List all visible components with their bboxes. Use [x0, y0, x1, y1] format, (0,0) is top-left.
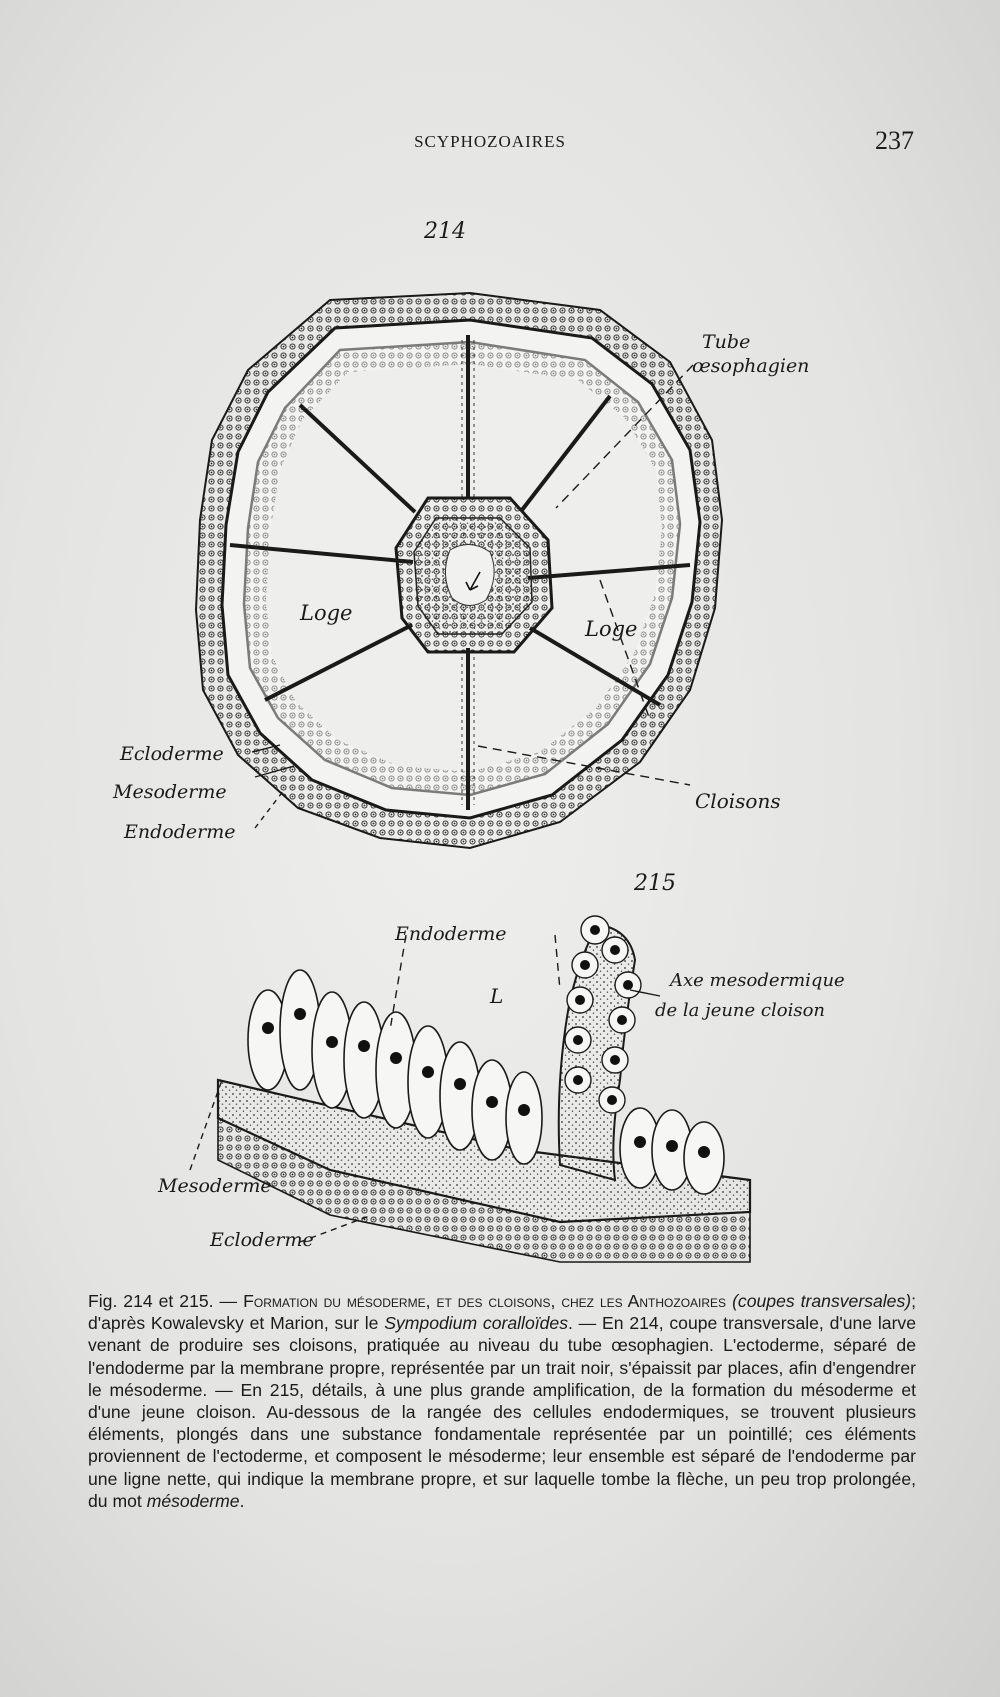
label-jeune-cloison: de la jeune cloison [655, 1000, 825, 1021]
caption-title: Formation du mésoderme, et des cloisons, chez les Anthozoaires [243, 1291, 727, 1311]
label-ectoderme-214: Ecloderme [120, 743, 224, 765]
figure-caption [88, 1290, 916, 1512]
caption-species: Sympodium coralloïdes [384, 1313, 568, 1334]
label-axe-mesodermique: Axe mesodermique [670, 970, 845, 991]
label-arrow-mark: L [490, 984, 504, 1008]
label-loge-right: Loge [585, 617, 638, 641]
caption-fig-ref: Fig. 214 et 215. — [88, 1291, 238, 1311]
caption-end: . [239, 1490, 245, 1511]
label-loge-left: Loge [300, 601, 353, 625]
esophageal-lumen [445, 544, 494, 605]
page-number: 237 [875, 126, 914, 155]
caption-part2: . — En 214, coupe transversale, d'une larve venant de produire ses cloisons, pratiquée au niveau du tube œsophagien. L'ectoderme, séparé de l'endoderme par la membrane propre, représentée par un trait noir, s'épaissit par places, afin d'engendrer le mésoderme. — En 215, détails, à une plus grande amplification, de la formation du mésoderme et d'une jeune cloison. Au-dessous de la rangée des cellules endodermiques, se trouvent plusieurs éléments, plongés dans une substance fondamentale représentée par un pointillé; ces éléments proviennent de l'ectoderme, et composent le mésoderme; leur ensemble est séparé de l'endoderme par une ligne nette, qui indique la membrane propre, et sur laquelle tombe la flèche, un peu trop prolongée, du mot [88, 1313, 917, 1511]
figure-214 [112, 219, 809, 848]
caption-title-italic: (coupes transversales) [732, 1291, 912, 1311]
running-head: SCYPHOZOAIRES [414, 132, 566, 151]
label-ectoderme-215: Ecloderme [210, 1229, 314, 1251]
label-endoderme-214: Endoderme [124, 821, 236, 843]
figure-215-number: 215 [634, 871, 676, 896]
figure-215 [157, 871, 845, 1262]
caption-last-word: mésoderme [146, 1490, 240, 1511]
caption-part1: ; d'après Kowalevsky et Marion, sur le [88, 1291, 917, 1334]
label-tube: Tube [702, 331, 751, 353]
label-tube-oesophagien: œsophagien [692, 355, 810, 377]
label-endoderme-215: Endoderme [395, 923, 507, 945]
figure-214-number: 214 [424, 219, 466, 244]
label-cloisons: Cloisons [695, 789, 781, 813]
label-mesoderme-215: Mesoderme [158, 1175, 272, 1197]
label-mesoderme-214: Mesoderme [113, 781, 227, 803]
